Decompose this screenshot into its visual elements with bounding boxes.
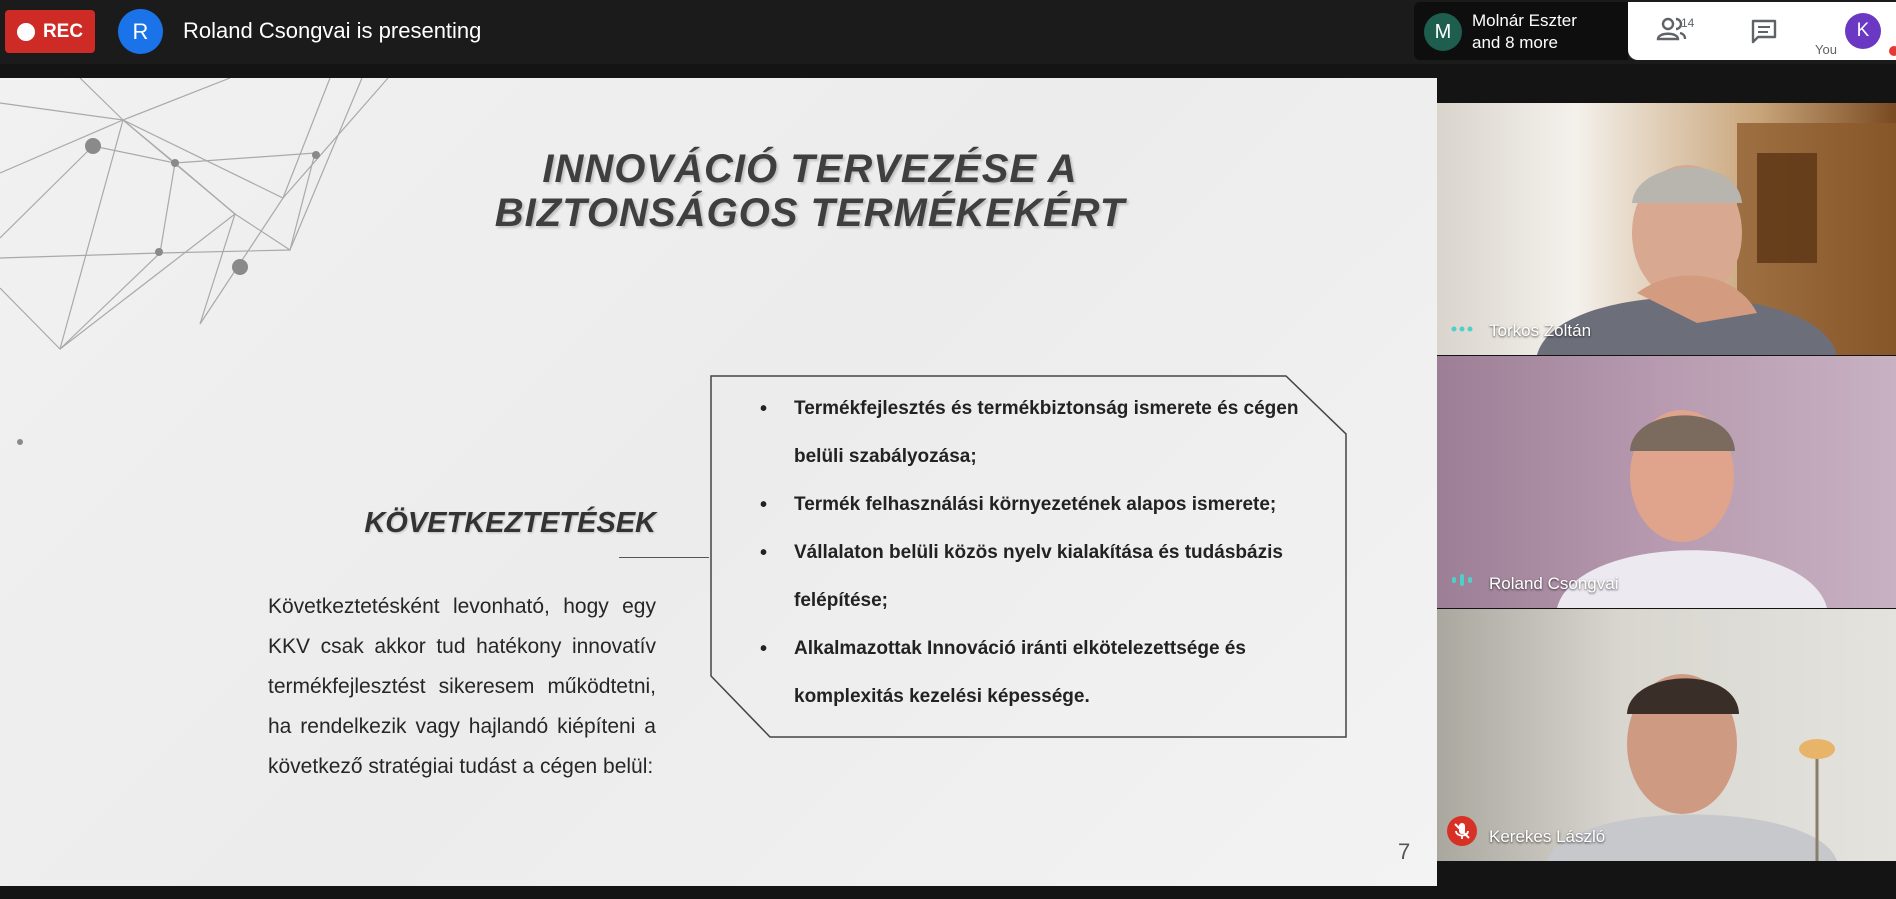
decoration-dot: [17, 439, 23, 445]
participant-avatar: [1424, 13, 1462, 51]
record-dot-icon: [17, 23, 35, 41]
slide-title-line1: INNOVÁCIÓ TERVEZÉSE A: [542, 147, 1078, 191]
self-avatar[interactable]: [1845, 13, 1881, 49]
bullet-item: • Termékfejlesztés és termékbiztonság ismerete és cégen belüli szabályozása;: [752, 385, 1312, 481]
bullet-list: [752, 385, 1312, 721]
decoration-dot: [232, 259, 248, 275]
decoration-dot: [85, 138, 101, 154]
speaking-indicator-icon: [1451, 321, 1473, 339]
speaking-icon: [1451, 573, 1473, 592]
muted-mic-icon: [1447, 816, 1477, 851]
notification-dot: [1889, 46, 1896, 56]
video-tile[interactable]: [1437, 609, 1896, 861]
participant-more: and 8 more: [1472, 33, 1558, 52]
recording-badge[interactable]: [5, 10, 95, 53]
people-count: 14: [1681, 16, 1695, 30]
slide-title-line2: BIZTONSÁGOS TERMÉKEKÉRT: [494, 191, 1126, 235]
conclusion-text: Következtetésként levonható, hogy egy KKV csak akkor tud hatékony innovatív termékfejlesztést sikeresem működtetni, ha rendelkezik vagy hajlandó kiépíteni a következő stratégiai tudást a cégen belül:: [268, 595, 656, 778]
participant-name-label: Roland Csongvai: [1489, 574, 1619, 593]
connector-line: [619, 557, 709, 558]
participant-video: [1437, 103, 1896, 355]
slide-title: [480, 147, 1140, 235]
call-controls: [1628, 2, 1896, 60]
participant-name-label: Kerekes László: [1489, 827, 1606, 846]
participants-summary[interactable]: [1414, 2, 1628, 60]
decoration-dot: [312, 151, 320, 159]
video-tile[interactable]: [1437, 356, 1896, 608]
presentation-slide: [0, 78, 1437, 886]
chat-icon: [1750, 18, 1778, 44]
section-title: KÖVETKEZTETÉSEK: [364, 507, 656, 539]
decoration-dot: [155, 248, 163, 256]
participant-video: [1437, 609, 1896, 861]
bullet-item: • Vállalaton belüli közös nyelv kialakítása és tudásbázis felépítése;: [752, 529, 1312, 625]
decoration-dot: [171, 159, 179, 167]
presenter-avatar: [118, 9, 163, 54]
chat-button[interactable]: [1750, 18, 1778, 49]
bullet-item: • Alkalmazottak Innováció iránti elkötelezettsége és komplexitás kezelési képessége.: [752, 625, 1312, 721]
recording-label: REC: [42, 20, 84, 42]
presenter-initial: R: [132, 18, 149, 44]
participants-summary-text: [1472, 10, 1577, 54]
participant-name-label: Torkos Zoltán: [1489, 321, 1592, 340]
bullet-item: • Termék felhasználási környezetének alapos ismerete;: [752, 481, 1312, 529]
slide-page-number: 7: [1398, 839, 1411, 864]
participant-name: Molnár Eszter: [1472, 11, 1577, 30]
participant-initial: M: [1434, 20, 1452, 43]
you-label: You: [1815, 42, 1837, 57]
presenting-status: Roland Csongvai is presenting: [183, 18, 482, 43]
network-decoration: [0, 78, 388, 349]
participant-video: [1437, 356, 1896, 608]
self-initial: K: [1856, 20, 1870, 41]
top-bar: [0, 0, 1896, 64]
video-tile[interactable]: [1437, 103, 1896, 355]
